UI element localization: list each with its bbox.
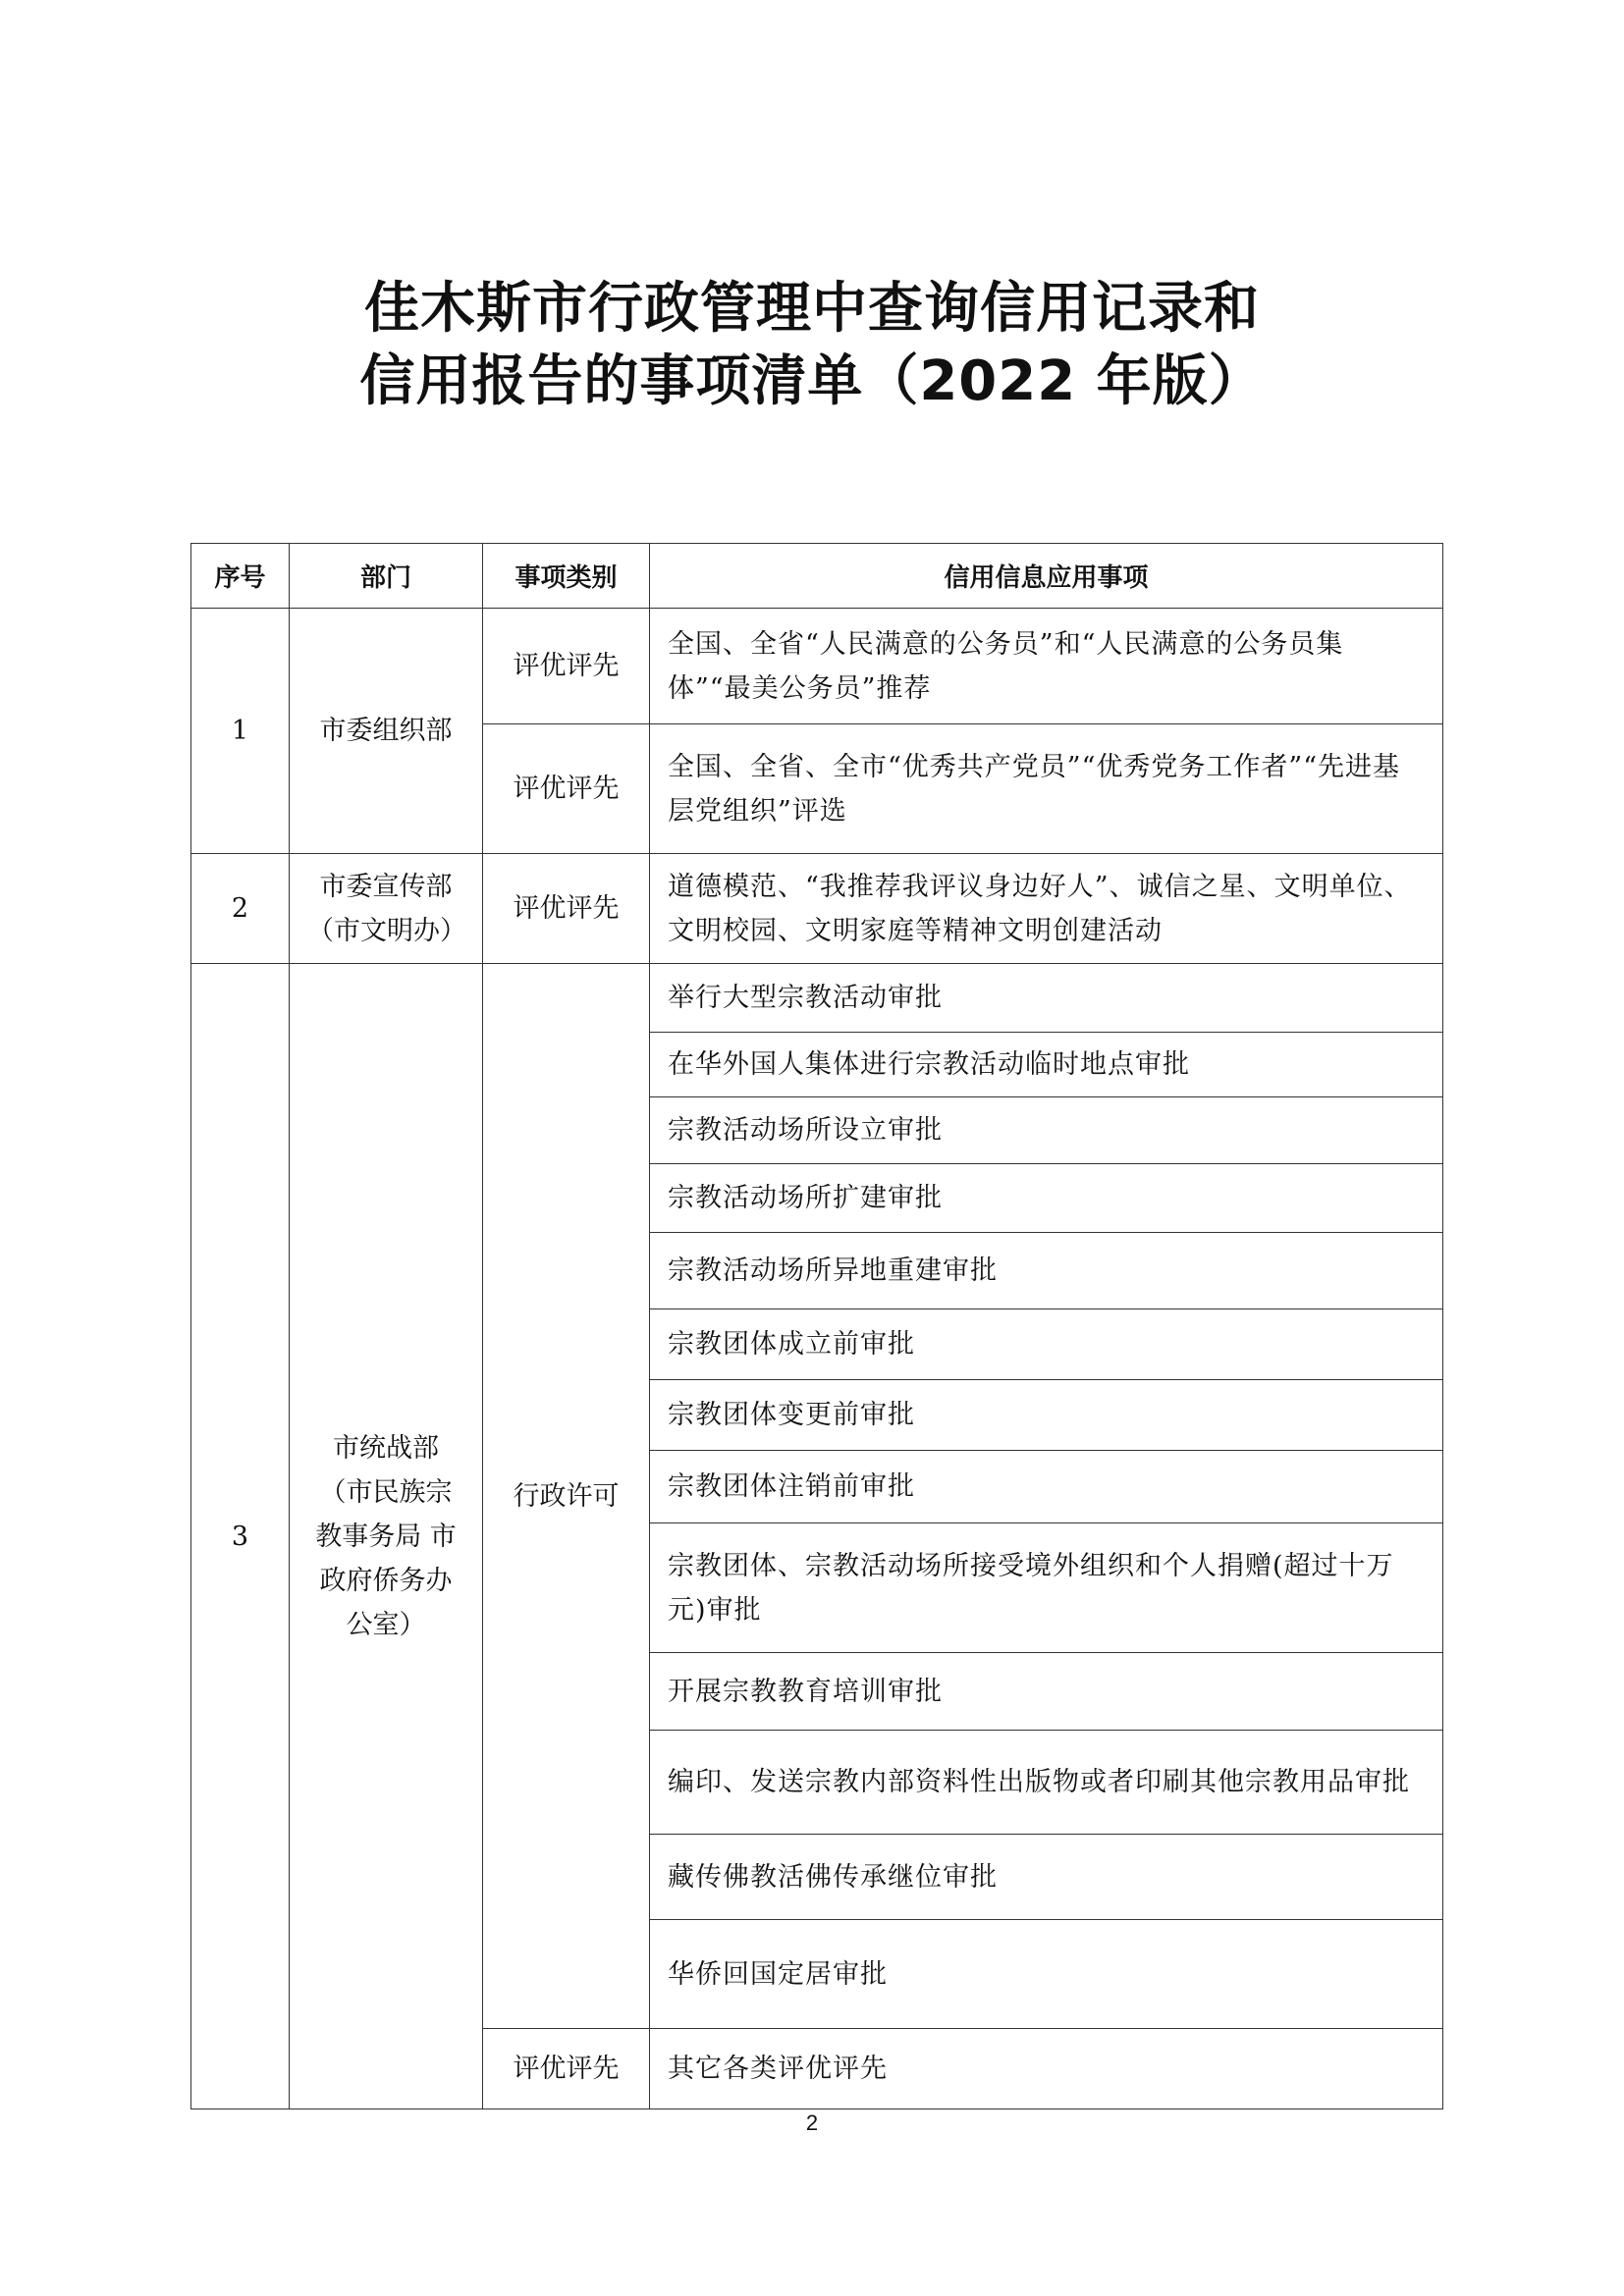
- row-item: 宗教活动场所设立审批: [650, 1097, 1443, 1164]
- title-line-1: 佳木斯市行政管理中查询信用记录和: [364, 277, 1260, 341]
- row-item: 宗教团体、宗教活动场所接受境外组织和个人捐赠(超过十万元)审批: [650, 1523, 1443, 1653]
- row-item: 全国、全省“人民满意的公务员”和“人民满意的公务员集体”“最美公务员”推荐: [650, 609, 1443, 724]
- row-item: 全国、全省、全市“优秀共产党员”“优秀党务工作者”“先进基层党组织”评选: [650, 724, 1443, 854]
- row-category: 评优评先: [483, 724, 650, 854]
- row-item: 华侨回国定居审批: [650, 1920, 1443, 2029]
- row-category: 评优评先: [483, 2029, 650, 2109]
- header-dept: 部门: [290, 544, 483, 609]
- row-item: 藏传佛教活佛传承继位审批: [650, 1835, 1443, 1920]
- row-item: 道德模范、“我推荐我评议身边好人”、诚信之星、文明单位、文明校园、文明家庭等精神文明创建活动: [650, 854, 1443, 964]
- table-row: [191, 854, 1443, 964]
- credit-items-table: [190, 543, 1443, 2109]
- row-item: 其它各类评优评先: [650, 2029, 1443, 2109]
- row-item: 编印、发送宗教内部资料性出版物或者印刷其他宗教用品审批: [650, 1731, 1443, 1835]
- row-no: 1: [191, 609, 290, 854]
- row-dept: 市委组织部: [290, 609, 483, 854]
- document-title: [0, 273, 1624, 418]
- header-no: 序号: [191, 544, 290, 609]
- row-category: 行政许可: [483, 964, 650, 2029]
- row-dept: 市委宣传部（市文明办）: [290, 854, 483, 964]
- title-line-2: 信用报告的事项清单（2022 年版）: [359, 349, 1265, 413]
- row-item: 宗教活动场所异地重建审批: [650, 1233, 1443, 1309]
- header-category: 事项类别: [483, 544, 650, 609]
- row-category: 评优评先: [483, 609, 650, 724]
- row-item: 宗教团体注销前审批: [650, 1451, 1443, 1523]
- row-no: 2: [191, 854, 290, 964]
- table-row: [191, 609, 1443, 724]
- header-item: 信用信息应用事项: [650, 544, 1443, 609]
- page-number: 2: [805, 2110, 819, 2135]
- row-no: 3: [191, 964, 290, 2109]
- table-row: [191, 964, 1443, 1033]
- row-category: 评优评先: [483, 854, 650, 964]
- row-item: 宗教团体变更前审批: [650, 1380, 1443, 1451]
- row-item: 宗教团体成立前审批: [650, 1309, 1443, 1380]
- row-dept: 市统战部（市民族宗教事务局 市政府侨务办公室）: [290, 964, 483, 2109]
- table-header-row: [191, 544, 1443, 609]
- row-item: 开展宗教教育培训审批: [650, 1653, 1443, 1731]
- row-item: 举行大型宗教活动审批: [650, 964, 1443, 1033]
- row-item: 在华外国人集体进行宗教活动临时地点审批: [650, 1033, 1443, 1097]
- row-item: 宗教活动场所扩建审批: [650, 1164, 1443, 1233]
